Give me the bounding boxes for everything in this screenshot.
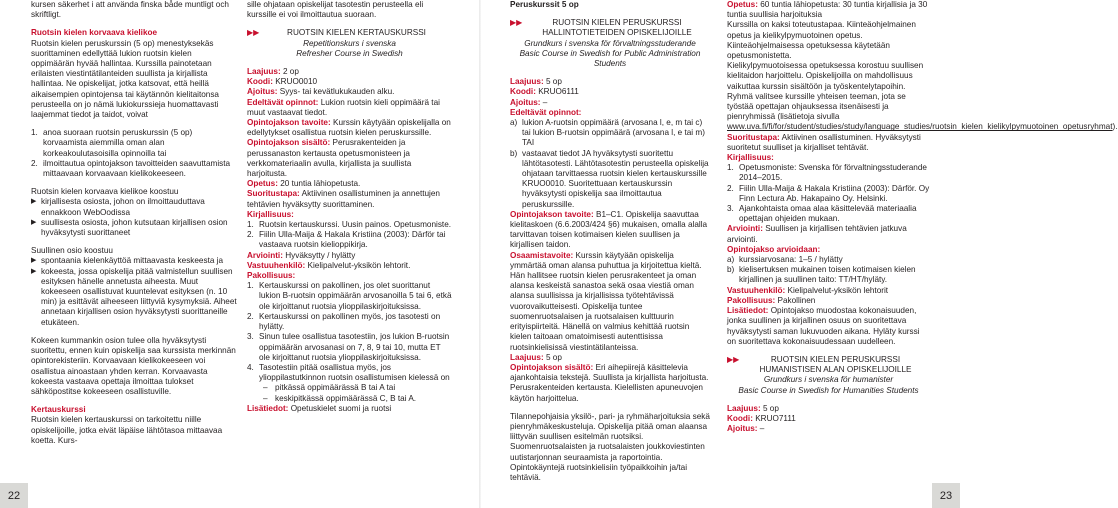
bullet-triangle-icon: ▶ <box>31 267 37 275</box>
field-osaamistavoite: Osaamistavoite: Kurssin käytyään opiskelija ymmärtää oman alansa puhuttua ja kirjoitettua kieltä. Hän hallitsee ruotsin kielen perusrakenteet ja oman alansa keskeistä sanastoa sekä osaa viestiä oman alansa suullisissa ja kirjallisissa työtehtävissä vuorovaikutteisesti. Opiskelija tuntee suomenruotsalaisen ja ruotsalaisen kulttuurin erityispiirteitä. Hänellä on valmius kehittää ruotsin kielen taitoaan omatoimisesti autenttisissa ruotsinkielisissä viestintätilanteissa. <box>510 250 702 352</box>
paragraph: kursen säkerhet i att använda finska både muntligt och skriftligt. <box>31 0 229 20</box>
field-tavoite: Opintojakson tavoite: B1–C1. Opiskelija saavuttaa kielitaskoen (6.6.2003/424 §6) mukaisen, omalla alalla tarvittavan toisen kotimaisen kielen suullisen ja kirjallisen taidon. <box>510 209 708 250</box>
field-vastuuhenkilo: Vastuuhenkilö: Kielipalvelut-yksikön lehtorit. <box>247 260 411 270</box>
course-title-swedish: Grundkurs i svenska för humanister <box>763 375 894 385</box>
paragraph: Ruotsin kielen peruskurssin (5 op) menestyksekäs suorittaminen edellyttää lukion ruotsin kielen oppimäärän hyvää hallintaa. Kurssilla painotetaan erilaisten viestintätilanteiden suullista ja kirjallista hallintaa. Ne opiskelijat, jotka katsovat, että heillä aikaisempien opintojensa tai käytännön kielitaitonsa perusteella on jo nämä lukiokurssieja huomattavasti laajemmat tiedot ja taidot, voivat <box>31 38 219 120</box>
list-item: ▶ suullisesta osiosta, johon kutsutaan kirjallisen osion hyväksytysti suorittaneet <box>31 217 228 238</box>
field-sisalto: Opintojakson sisältö: Perusrakenteiden ja perussanaston kertausta opetusmonisteen ja verkkomateriaalin avulla, kirjallista ja suullista harjoitusta. <box>247 138 412 179</box>
list-item: a) lukion A-ruotsin oppimäärä (arvosana l, e, m tai c) tai lukion B-ruotsin oppimäärä (arvosana l, e tai m) TAI <box>510 118 705 148</box>
field-edeltavat: Edeltävät opinnot: Lukion ruotsin kieli oppimäärä tai muut vastaavat tiedot. <box>247 97 440 117</box>
list-item: ▶ kokeesta, jossa opiskelija pitää valmistellun suullisen esityksen hänelle annetusta aiheesta. Muut kokeeseen osallistuvat kuuntelevat esityksen (n. 10 min) ja esittävät aiheeseen liittyviä kysymyksiä. Aiheet annetaan kirjallisen osion hyväksytysti suorittaneille etukäteen. <box>31 266 237 327</box>
left-page-column-2 <box>247 0 452 508</box>
field-pakollisuus: Pakollisuus: Pakollinen <box>727 295 816 305</box>
paragraph: Kurssilla on kaksi toteutustapaa. Kiinteäohjelmainen opetus ja kielikylpymuotoinen opetus. <box>727 20 916 40</box>
field-arvioidaan: Opintojakso arvioidaan: <box>727 244 821 254</box>
field-ajoitus: Ajoitus: – <box>727 424 765 434</box>
course-title: ▶▶ RUOTSIN KIELEN PERUSKURSSI HUMANISTISEN ALAN OPISKELIJOILLE <box>727 354 912 375</box>
paragraph: Ruotsin kielen korvaava kielikoe koostuu <box>31 187 179 197</box>
list-item: ▶ kirjallisesta osiosta, johon on ilmoittauduttava ennakkoon WebOodissa <box>31 197 205 217</box>
list-item: 2. Kertauskurssi on pakollinen myös, jos tasotesti on hylätty. <box>247 311 441 332</box>
course-title-english: Basic Course in Swedish for Humanities Students <box>738 385 919 395</box>
page-number-left: 22 <box>0 483 28 508</box>
field-ajoitus: Ajoitus: – <box>510 97 548 107</box>
field-suoritustapa: Suoritustapa: Aktiivinen osallistuminen ja annettujen tehtävien hyväksytty suorittaminen. <box>247 189 440 209</box>
section-heading: Kertauskurssi <box>31 405 86 415</box>
sub-list-item: – keskipitkässä oppimäärässä C, B tai A. <box>263 393 417 403</box>
field-koodi: Koodi: KRUO0010 <box>247 77 318 87</box>
course-title-swedish: Repetitionskurs i svenska <box>303 38 396 48</box>
studies-link[interactable]: www.uva.fi/fi/for/student/studies/study/language_studies/ruotsin_kielen_kielikylpymuotoinen_opetusryhmat <box>727 122 1113 132</box>
course-title-swedish: Grundkurs i svenska för förvaltningsstuderande <box>524 38 696 48</box>
bullet-triangle-icon: ▶ <box>31 218 37 226</box>
left-page-column-1 <box>31 0 237 508</box>
field-laajuus: Laajuus: 5 op <box>510 77 562 87</box>
field-arviointi: Arviointi: Suullisen ja kirjallisen tehtävien jatkuva arviointi. <box>727 224 907 244</box>
paragraph: Opintokäyntejä ruotsinkielisiin työpaikkoihin ja/tai tehtäviä. <box>510 462 688 482</box>
paragraph: Suullinen osio koostuu <box>31 246 113 256</box>
list-item: 2. Fiilin Ulla-Maija & Hakala Kristiina (2003): Därför. Oy Finn Lectura Ab. Hakapaino Oy. Helsinki. <box>727 183 930 203</box>
field-vastuuhenkilo: Vastuuhenkilö: Kielipalvelut-yksikön lehtorit <box>727 285 889 295</box>
field-arviointi: Arviointi: Hyväksytty / hylätty <box>247 250 356 260</box>
list-item: 1. Opetusmoniste: Svenska för förvaltningsstuderande 2014–2015. <box>727 163 927 183</box>
course-title-english: Basic Course in Swedish for Public Administration Students <box>519 48 701 69</box>
paragraph: Ruotsin kielen kertauskurssi on tarkoitettu niille opiskelijoille, jotka eivät läpäise lähtötasoa mittaavaa koetta. Kurs- <box>31 415 223 445</box>
paragraph: sille ohjataan opiskelijat tasotestin perusteella eli kurssille ei voi ilmoittautua suoraan. <box>247 0 424 20</box>
list-item: b) vastaavat tiedot JA hyväksytysti suoritettu lähtötasotesti. Lähtötasotestin perusteella opiskelija ohjataan tarvittaessa ruotsin kielen kertauskurssille KRUO0010. Suoritettuaan kertauskurssin hyväksytysti opiskelija saa ilmoittautua peruskurssille. <box>510 148 709 209</box>
list-item: 3. Sinun tulee osallistua tasotestiin, jos lukion B-ruotsin oppimäärän arvosanasi on 7, 8, 9 tai 10, mutta ET ole kirjoittanut ruotsia ylioppilaskirjoituksissa. <box>247 332 450 362</box>
course-title: ▶▶ RUOTSIN KIELEN KERTAUSKURSSI <box>247 28 426 38</box>
list-item: 4. Tasotestiin pitää osallistua myös, jos ylioppilastutkinnon ruotsin osallistumisen kielessä on <box>247 362 450 383</box>
section-heading: Peruskurssit 5 op <box>510 0 579 9</box>
field-kirjallisuus: Kirjallisuus: <box>247 209 294 219</box>
list-item: 2. Fiilin Ulla-Maija & Hakala Kristiina (2003): Därför tai vastaava ruotsin kielioppikirja. <box>247 230 446 250</box>
field-opetus: Opetus: 60 tuntia lähiopetusta: 30 tuntia kirjallisia ja 30 tuntia suullisia harjoituksia <box>727 0 928 20</box>
list-item: 1. Kertauskurssi on pakollinen, jos olet suorittanut lukion B-ruotsin oppimäärän arvosanoilla 5 tai 6, etkä ole kirjoittanut ruotsia ylioppilaskirjoituksissa. <box>247 281 452 311</box>
field-lisatiedot: Lisätiedot: Opintojakso muodostaa kokonaisuuden, jonka suullinen ja kirjallinen osuus on suoritettava hyväksytysti saman lukuvuoden aikana. Hyläty kurssi on suoritettava kokonaisuudessaan uudelleen. <box>727 306 920 346</box>
page-gutter <box>479 0 481 508</box>
field-laajuus: Laajuus: 5 op <box>510 352 562 362</box>
paragraph: Kokeen kummankin osion tulee olla hyväksytysti suoritettu, ennen kuin opiskelija saa kurssista merkinnän opintorekisteriin. Korvaavaan kielikokeeseen voi osallistua ainoastaan yhden kerran. Korvaavasta kokeesta vastaava opettaja ilmoittaa tulokset sähköpostitse kokeeseen osallistuville. <box>31 335 236 396</box>
field-laajuus: Laajuus: 5 op <box>727 403 779 413</box>
field-pakollisuus: Pakollisuus: <box>247 271 296 281</box>
field-edeltavat: Edeltävät opinnot: <box>510 107 582 117</box>
course-title-english: Refresher Course in Swedish <box>296 48 403 58</box>
bullet-triangle-icon: ▶ <box>31 257 37 265</box>
field-koodi: Koodi: KRUO7111 <box>727 413 796 423</box>
paragraph: Kiinteäohjelmaisessa opetuksessa käytetään opetusmonistetta. <box>727 40 890 61</box>
double-arrow-icon: ▶▶ <box>247 28 260 38</box>
paragraph: Kielikylpymuotoisessa opetuksessa korostuu suullisen kielitaidon harjoittelu. Opiskelijoilla on mahdollisuus vaikuttaa kurssin sisältöön ja työskentelytapoihin. Ryhmä valitsee kurssille yhteisen teeman, jota se työstää opettajan ohjauksessa itsenäisesti ja pienryhmissä (lisätietoja sivulla www.uva.fi/fi/for/student/studies/study/language_studies/ruotsin_kielen_kielikylpymuotoinen_opetusryhmat). <box>727 61 1118 132</box>
right-page-column-1 <box>510 0 710 508</box>
list-item: 3. Ajankohtaista omaa alaa käsittelevää materiaalia opettajan ohjeiden mukaan. <box>727 204 917 224</box>
paragraph: Tilannepohjaisia yksilö-, pari- ja ryhmäharjoituksia sekä pienryhmäkeskusteluja. Opiskelija pitää oman alaansa liittyvän suullisen esitelmän ruotsiksi. Suomenruotsalaisten ja ruotsalaisten joukkoviestinten uutistarjonnan seuraamista ja raportointia. <box>510 411 710 462</box>
field-kirjallisuus: Kirjallisuus: <box>727 153 774 163</box>
list-item: 2. ilmoittautua opintojakson tavoitteiden saavuttamista mittaavaan korvaavaan kielikokeeseen. <box>31 158 231 179</box>
field-lisatiedot: Lisätiedot: Opetuskielet suomi ja ruotsi <box>247 403 392 413</box>
list-item: 1. Ruotsin kertauskurssi. Uusin painos. Opetusmoniste. <box>247 220 452 230</box>
double-arrow-icon: ▶▶ <box>727 354 740 364</box>
list-item: b) kielisertuksen mukainen toisen kotimaisen kielen kirjallinen ja suullinen taito: TT/HT/hyläty. <box>727 265 916 285</box>
page-number-right: 23 <box>932 483 960 508</box>
double-arrow-icon: ▶▶ <box>510 18 523 28</box>
field-laajuus: Laajuus: 2 op <box>247 67 299 77</box>
course-title: ▶▶ RUOTSIN KIELEN PERUSKURSSI HALLINTOTIETEIDEN OPISKELIJOILLE <box>510 18 692 38</box>
list-item: a) kurssiarvosana: 1–5 / hylätty <box>727 255 843 265</box>
field-sisalto: Opintojakson sisältö: Eri aihepiirejä käsittelevia ajankohtaisia tekstejä. Suullista ja kirjallista harjoitusta. Perusrakenteiden kertausta. Kielellisten apuneuvojen käytön harjoittelua. <box>510 362 709 403</box>
sub-list-item: – pitkässä oppimäärässä B tai A tai <box>263 383 396 393</box>
field-tavoite: Opintojakson tavoite: Kurssin käytyään opiskelijalla on edellytykset osallistua ruotsin kielen peruskurssille. <box>247 118 451 138</box>
list-item: ▶ spontaania kielenkäyttöä mittaavasta keskeesta ja <box>31 256 224 266</box>
field-suoritustapa: Suoritustapa: Aktiivinen osallistuminen. Hyväksytysti suoritetut suulliset ja kirjalliset tehtävät. <box>727 132 921 152</box>
bullet-triangle-icon: ▶ <box>31 198 37 206</box>
section-heading: Ruotsin kielen korvaava kielikoe <box>31 28 158 38</box>
list-item: 1. anoa suoraan ruotsin peruskurssin (5 op) korvaamista aiemmilla oman alan korkeakoulutasoisilla opinnoilla tai <box>31 128 193 158</box>
field-opetus: Opetus: 20 tuntia lähiopetusta. <box>247 179 361 189</box>
field-ajoitus: Ajoitus: Syys- tai kevätlukukauden alku. <box>247 87 395 97</box>
field-koodi: Koodi: KRUO6111 <box>510 87 579 97</box>
